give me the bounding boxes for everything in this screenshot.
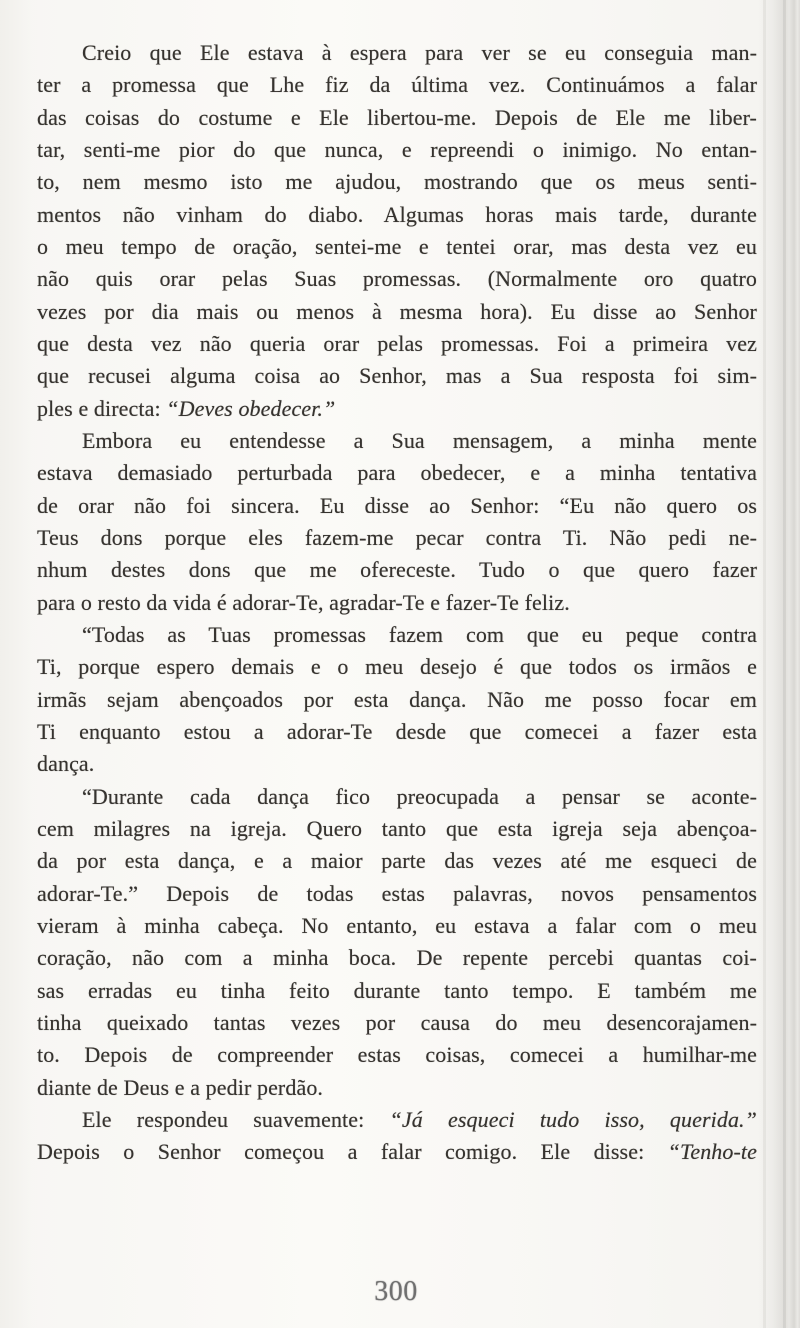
text-line (37, 490, 757, 522)
text-block (37, 37, 757, 1168)
text-line (37, 296, 757, 328)
text-segment-italic: “Tenho-te (667, 1139, 757, 1165)
text-segment: “Todas as Tuas promessas fazem com que eu peque contra (82, 621, 757, 647)
text-line (37, 457, 757, 489)
text-segment: Depois o Senhor começou a falar comigo. Ele disse: (37, 1139, 668, 1165)
text-line (37, 166, 757, 198)
text-segment: Creio que Ele estava à espera para ver se eu conseguia man- (82, 40, 757, 65)
text-line (37, 716, 757, 748)
paragraph (37, 425, 757, 619)
text-line (37, 910, 757, 942)
page-number: 300 (374, 1276, 418, 1307)
text-segment: vieram à minha cabeça. No entanto, eu estava a falar com o meu (37, 912, 757, 938)
text-segment: adorar-Te.” Depois de todas estas palavras, novos pensamentos (37, 880, 757, 906)
text-segment: da por esta dança, e a maior parte das vezes até me esqueci de (37, 848, 757, 874)
text-line (37, 587, 757, 619)
text-segment: Ele respondeu suavemente: (82, 1106, 390, 1132)
text-line (37, 1039, 757, 1071)
text-line (37, 1007, 757, 1039)
text-segment: das coisas do costume e Ele libertou-me. Depois de Ele me liber- (37, 104, 757, 130)
scan-streak (783, 0, 786, 1328)
text-segment: to. Depois de compreender estas coisas, comecei a humilhar-me (37, 1042, 757, 1068)
text-segment: diante de Deus e a pedir perdão. (37, 1074, 324, 1100)
text-segment: Ti, porque espero demais e o meu desejo é que todos os irmãos e (37, 654, 757, 680)
text-line (37, 975, 757, 1007)
text-segment: sas erradas eu tinha feito durante tanto tempo. E também me (37, 977, 757, 1003)
text-line (37, 845, 757, 877)
text-segment: tinha queixado tantas vezes por causa do meu desencorajamen- (37, 1009, 757, 1035)
text-segment: estava demasiado perturbada para obedecer, e a minha tentativa (37, 460, 757, 486)
scan-edge-shadow (758, 0, 800, 1328)
text-line (37, 328, 757, 360)
text-line (37, 393, 757, 425)
text-line (37, 1104, 757, 1136)
text-line (37, 554, 757, 586)
text-segment: Teus dons porque eles fazem-me pecar contra Ti. Não pedi ne- (37, 524, 757, 550)
paragraph (37, 781, 757, 1104)
text-segment: Embora eu entendesse a Sua mensagem, a minha mente (82, 427, 757, 453)
text-segment: o meu tempo de oração, sentei-me e tentei orar, mas desta vez eu (37, 233, 757, 259)
text-segment: mentos não vinham do diabo. Algumas horas mais tarde, durante (37, 201, 757, 227)
text-segment: nhum destes dons que me ofereceste. Tudo o que quero fazer (37, 557, 757, 583)
text-segment: ter a promessa que Lhe fiz da última vez. Continuámos a falar (37, 72, 757, 98)
text-line (37, 522, 757, 554)
text-segment: to, nem mesmo isto me ajudou, mostrando que os meus senti- (37, 169, 757, 195)
text-line (37, 231, 757, 263)
text-line (37, 748, 757, 780)
paragraph (37, 37, 757, 425)
text-line (37, 360, 757, 392)
text-line (37, 102, 757, 134)
text-line (37, 878, 757, 910)
text-line (37, 1072, 757, 1104)
text-segment: que desta vez não queria orar pelas promessas. Foi a primeira vez (37, 330, 757, 356)
text-line (37, 684, 757, 716)
text-segment: irmãs sejam abençoados por esta dança. Não me posso focar em (37, 686, 757, 712)
text-segment: ples e directa: (37, 395, 167, 421)
text-segment: Ti enquanto estou a adorar-Te desde que comecei a fazer esta (37, 718, 757, 744)
text-segment: vezes por dia mais ou menos à mesma hora). Eu disse ao Senhor (37, 298, 757, 324)
text-line (37, 199, 757, 231)
text-segment: dança. (37, 751, 95, 777)
text-line (37, 781, 757, 813)
text-segment: tar, senti-me pior do que nunca, e repreendi o inimigo. No entan- (37, 136, 757, 162)
text-segment: que recusei alguma coisa ao Senhor, mas a Sua resposta foi sim- (37, 363, 757, 389)
text-segment-italic: “Deves obedecer.” (166, 395, 336, 421)
text-line (37, 1136, 757, 1168)
text-segment: “Durante cada dança fico preocupada a pensar se aconte- (82, 783, 757, 809)
paragraph (37, 1104, 757, 1169)
text-line (37, 942, 757, 974)
text-segment: não quis orar pelas Suas promessas. (Normalmente oro quatro (37, 266, 757, 292)
paragraph (37, 619, 757, 781)
text-segment: de orar não foi sincera. Eu disse ao Senhor: “Eu não quero os (37, 492, 757, 518)
text-segment: para o resto da vida é adorar-Te, agradar-Te e fazer-Te feliz. (37, 589, 570, 615)
text-line (37, 263, 757, 295)
text-line (37, 69, 757, 101)
text-line (37, 425, 757, 457)
text-line (37, 651, 757, 683)
text-segment-italic: “Já esqueci tudo isso, querida.” (389, 1106, 757, 1132)
scan-streak (763, 0, 766, 1328)
text-line (37, 37, 757, 69)
text-segment: coração, não com a minha boca. De repente percebi quantas coi- (37, 945, 757, 971)
text-line (37, 134, 757, 166)
text-line (37, 813, 757, 845)
text-segment: cem milagres na igreja. Quero tanto que esta igreja seja abençoa- (37, 815, 757, 841)
text-line (37, 619, 757, 651)
